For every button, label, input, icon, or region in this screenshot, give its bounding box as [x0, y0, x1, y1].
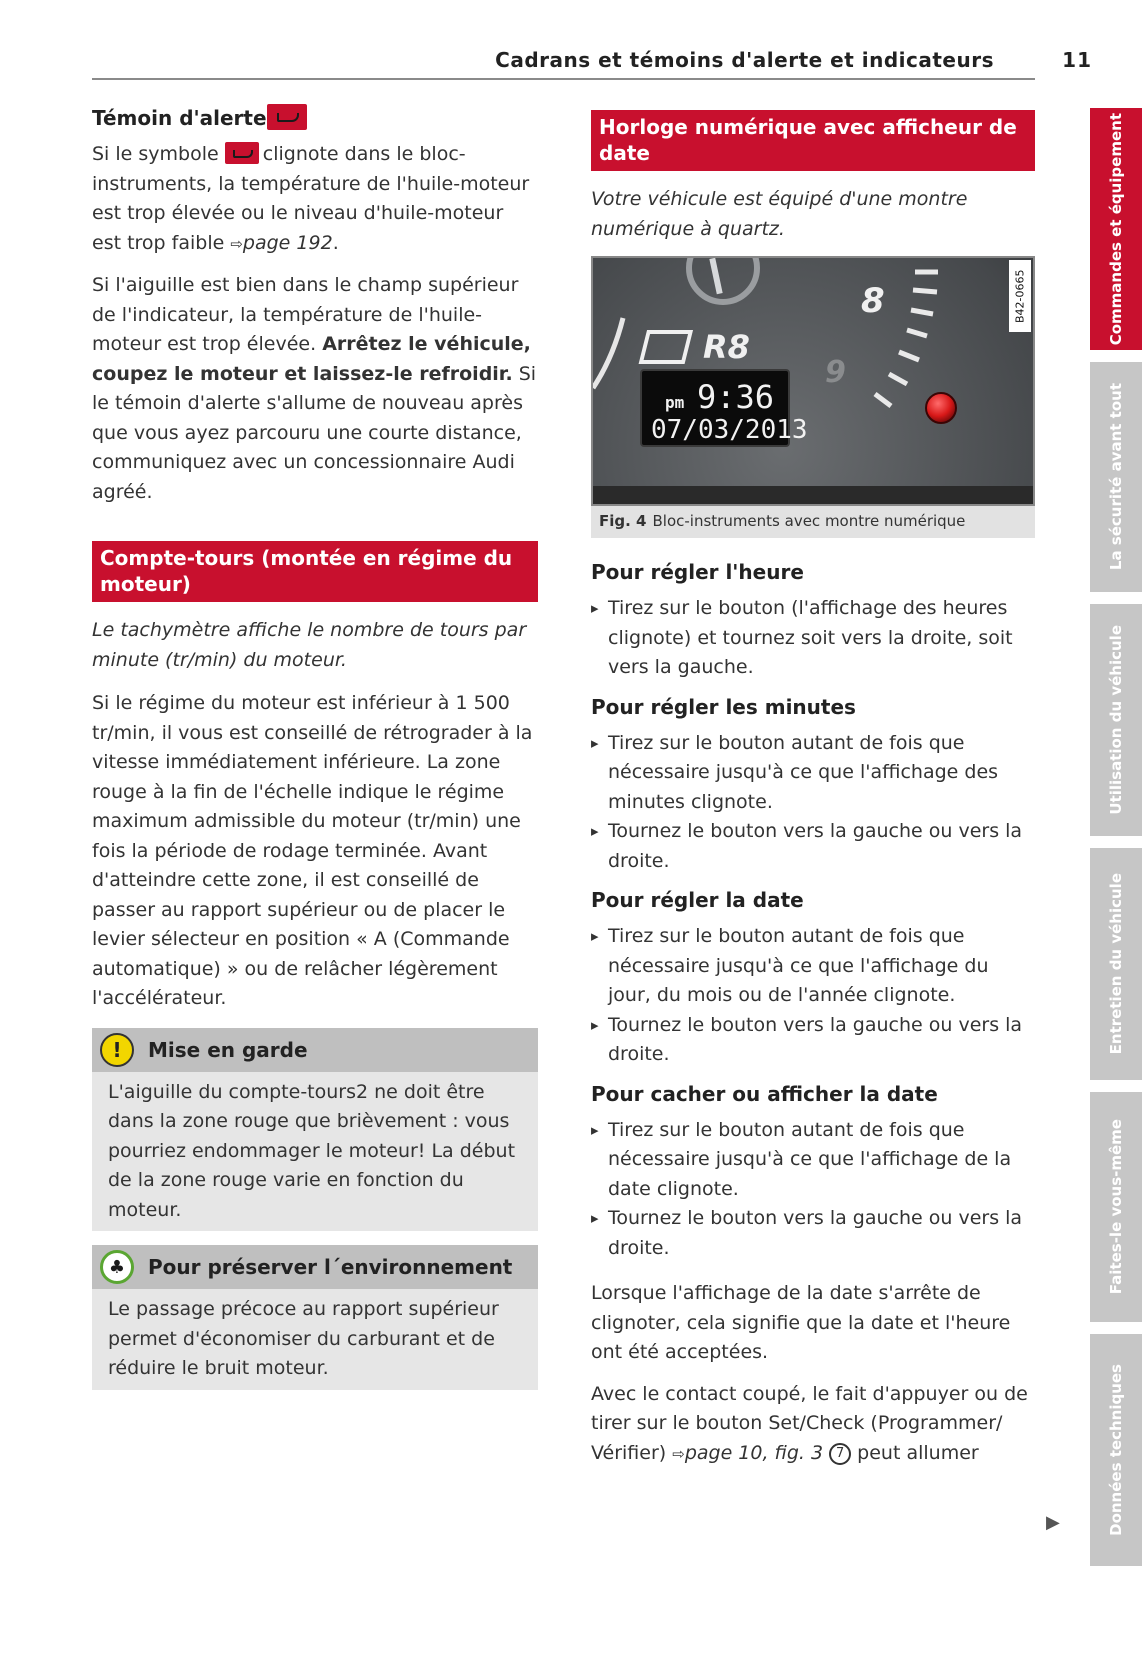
step-item: ▸ Tournez le bouton vers la gauche ou vers la droite. — [591, 817, 1035, 876]
reference-arrow-icon: ⇨ — [230, 234, 243, 253]
tab-entretien[interactable] — [1090, 848, 1142, 1080]
environment-title: Pour préserver l´environnement — [148, 1255, 513, 1279]
tab-label: Faites-le vous-même — [1106, 1119, 1125, 1295]
steps-heure — [591, 594, 1035, 683]
temoin-paragraph-1 — [92, 140, 538, 259]
chapter-tabs — [1090, 108, 1142, 1578]
clock-intro: Votre véhicule est équipé d'une montre numérique à quartz. — [591, 188, 968, 240]
step-item: ▸ Tirez sur le bouton (l'affichage des heures clignote) et tournez soit vers la droite, soit vers la gauche. — [591, 594, 1035, 683]
figure-reference-link[interactable]: page 10, fig. 3 — [684, 1441, 824, 1464]
page-number: 11 — [1062, 48, 1092, 72]
temoin-paragraph-2 — [92, 271, 538, 507]
environment-box-header — [92, 1245, 538, 1289]
temoin-p1-before: Si le symbole — [92, 143, 219, 165]
clock-ampm: pm — [665, 393, 685, 412]
temoin-p2-bold: Arrêtez le véhicule, coupez le moteur et laissez-le refroidir. — [92, 333, 531, 385]
figure-caption-text: Bloc-instruments avec montre numérique — [652, 512, 966, 530]
step-item: ▸ Tirez sur le bouton autant de fois que nécessaire jusqu'à ce que l'affichage du jour, du mois ou de l'année clignote. — [591, 922, 1035, 1011]
temoin-p1-end: . — [332, 231, 339, 254]
tab-label: Données techniques — [1106, 1364, 1125, 1536]
page-header — [92, 44, 1092, 82]
warning-box-header — [92, 1028, 538, 1072]
compte-tours-intro: Le tachymètre affiche le nombre de tours par minute (tr/min) du moteur. — [92, 619, 527, 671]
engine-oil-warning-icon — [225, 142, 259, 164]
section-title-date: Pour régler la date — [591, 888, 804, 912]
tab-label: Commandes et équipement — [1106, 112, 1125, 346]
tab-label: La sécurité avant tout — [1106, 383, 1125, 571]
section-title-heure: Pour régler l'heure — [591, 560, 804, 584]
step-item: ▸ Tournez le bouton vers la gauche ou vers la droite. — [591, 1204, 1035, 1263]
steps-cacher — [591, 1116, 1035, 1264]
figure-caption — [591, 506, 1035, 538]
environment-tree-icon: ♣ — [100, 1250, 134, 1284]
tab-donnees-techniques[interactable] — [1090, 1334, 1142, 1566]
header-rule — [92, 78, 1035, 80]
warning-box — [92, 1028, 538, 1232]
tab-faites-le[interactable] — [1090, 1092, 1142, 1322]
warning-text: L'aiguille du compte-tours2 ne doit être dans la zone rouge que brièvement : vous pourriez endommager le moteur! La début de la zone rouge varie en fonction du moteur. — [108, 1080, 516, 1221]
r8-badge-text: R8 — [703, 328, 750, 366]
step-item: ▸ Tirez sur le bouton autant de fois que nécessaire jusqu'à ce que l'affichage de la date clignote. — [591, 1116, 1035, 1205]
steps-minutes — [591, 729, 1035, 877]
header-title: Cadrans et témoins d'alerte et indicateurs — [495, 48, 994, 72]
steps-date — [591, 922, 1035, 1070]
environment-text: Le passage précoce au rapport supérieur permet d'économiser du carburant et de réduire le bruit moteur. — [108, 1298, 499, 1379]
clock-heading: Horloge numérique avec afficheur de date — [591, 110, 1035, 171]
last-paragraph-end: peut allumer — [857, 1441, 979, 1464]
section-title-cacher: Pour cacher ou afficher la date — [591, 1081, 938, 1106]
tab-commandes-equipement[interactable] — [1090, 108, 1142, 350]
tab-label: Entretien du véhicule — [1106, 873, 1125, 1055]
compte-tours-body: Si le régime du moteur est inférieur à 1 500 tr/min, il vous est conseillé de rétrograder à la vitesse immédiatement inférieure. La zone rouge à la fin de l'échelle indique le régime maximum admissible du moteur (tr/min) une fois la période de rodage terminée. Avant d'atteindre cette zone, il est conseillé de passer au rapport supérieur ou de placer le levier sélecteur en position « A (Commande automatique) » ou de relâcher légèrement l'accélérateur. — [92, 692, 533, 1009]
temoin-p2-end: Si le témoin d'alerte s'allume de nouveau après que vous ayez parcouru une courte distance, communiquez avec un concessionnaire Audi agréé. — [92, 362, 537, 503]
step-item: ▸ Tournez le bouton vers la gauche ou vers la droite. — [591, 1011, 1035, 1070]
temoin-p1-after: clignote dans le bloc-instruments, la température de l'huile-moteur est trop élevée ou le niveau d'huile-moteur est trop faible — [92, 143, 530, 254]
tab-label: Utilisation du véhicule — [1106, 625, 1125, 815]
tab-utilisation[interactable] — [1090, 604, 1142, 836]
instrument-cluster-figure — [591, 256, 1035, 506]
tab-securite[interactable] — [1090, 362, 1142, 592]
callout-number: 7 — [829, 1443, 851, 1465]
reference-arrow-icon: ⇨ — [672, 1444, 685, 1463]
accept-paragraph: Lorsque l'affichage de la date s'arrête de clignoter, cela signifie que la date et l'heure ont été acceptées. — [591, 1282, 1011, 1363]
instruction-sections — [591, 560, 1035, 1263]
instrument-cluster-image — [593, 258, 1033, 504]
temoin-p2-start: Si l'aiguille est bien dans le champ supérieur de l'indicateur, la température de l'huile-moteur est trop élevée. — [92, 274, 519, 355]
last-paragraph — [591, 1380, 1035, 1470]
right-column — [591, 104, 1035, 1481]
red-indicator-light — [926, 393, 956, 423]
continue-arrow-icon: ▶ — [1046, 1512, 1060, 1533]
figure-tag: B42-0665 — [1009, 260, 1031, 332]
section-title-minutes: Pour régler les minutes — [591, 694, 856, 719]
figure-caption-label: Fig. 4 — [599, 512, 647, 530]
engine-oil-warning-icon — [267, 104, 307, 130]
compte-tours-heading: Compte-tours (montée en régime du moteur) — [92, 541, 538, 602]
dial-number-8: 8 — [861, 281, 885, 321]
step-item: ▸ Tirez sur le bouton autant de fois que nécessaire jusqu'à ce que l'affichage des minutes clignote. — [591, 729, 1035, 818]
temoin-heading — [92, 104, 538, 130]
warning-exclamation-icon: ! — [100, 1033, 134, 1067]
left-column — [92, 104, 538, 1404]
clock-date: 07/03/2013 — [651, 415, 808, 445]
last-paragraph-start: Avec le contact coupé, le fait d'appuyer ou de tirer sur le bouton Set/Check (Programmer/ Vérifier) — [591, 1382, 1028, 1464]
clock-time: 9:36 — [697, 378, 775, 416]
dial-number-9: 9 — [825, 355, 846, 390]
temoin-title: Témoin d'alerte — [92, 106, 267, 130]
page-reference-link[interactable]: page 192 — [242, 231, 333, 254]
environment-box — [92, 1245, 538, 1390]
warning-title: Mise en garde — [148, 1037, 308, 1062]
